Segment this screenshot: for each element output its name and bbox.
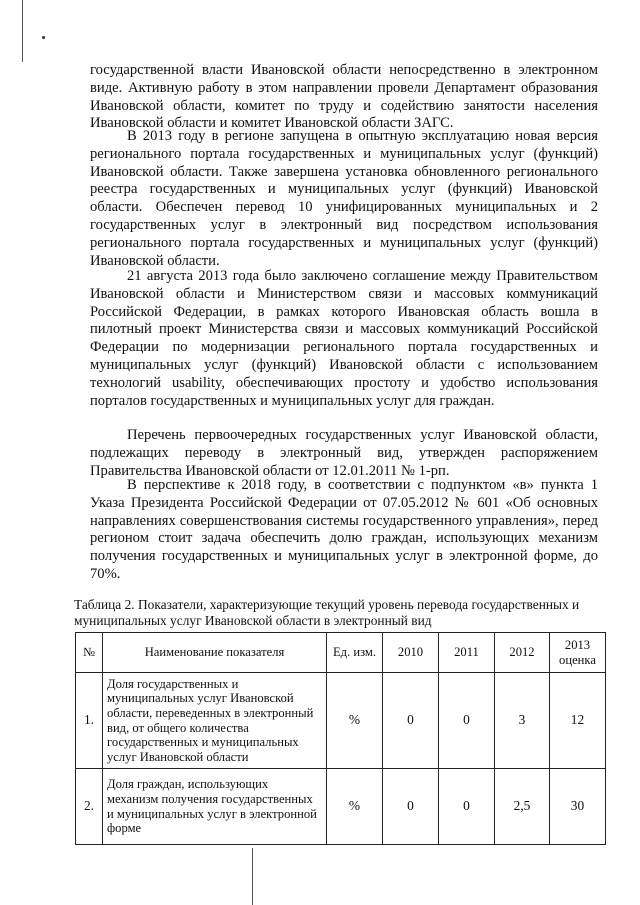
table-header-row: [76, 633, 606, 673]
header-name: Наименование показателя: [103, 633, 327, 673]
row-unit: %: [327, 673, 383, 769]
header-2010: 2010: [383, 633, 439, 673]
row-2011: 0: [439, 769, 495, 845]
table-row: [76, 769, 606, 845]
row-unit: %: [327, 769, 383, 845]
row-2010: 0: [383, 673, 439, 769]
header-num: №: [76, 633, 103, 673]
row-2013: 30: [550, 769, 606, 845]
scan-artifact-bottom-line: [252, 848, 253, 905]
row-2011: 0: [439, 673, 495, 769]
header-2011: 2011: [439, 633, 495, 673]
row-2010: 0: [383, 769, 439, 845]
scan-artifact-dot: [42, 36, 45, 39]
table-caption: Таблица 2. Показатели, характеризующие текущий уровень перевода государственных и муниципальных услуг Ивановской области в электронный вид: [74, 597, 580, 628]
indicators-table: [75, 632, 606, 845]
paragraph-priority-services: Перечень первоочередных государственных услуг Ивановской области, подлежащих переводу в электронный вид, утвержден распоряжением Правительства Ивановской области от 12.01.2011 № 1-рп.: [90, 427, 598, 479]
paragraph-intro-continued: государственной власти Ивановской области непосредственно в электронном виде. Активную работу в этом направлении провели Департамент образования Ивановской области, комитет по труду и содействию занятости населения Ивановской области и комитет Ивановской области ЗАГС.: [90, 62, 598, 132]
row-num: 2.: [76, 769, 103, 845]
paragraph-portal-2013: В 2013 году в регионе запущена в опытную эксплуатацию новая версия регионального портала государственных и муниципальных услуг (функций) Ивановской области. Также завершена установка обновленного регионального реестра государственных и муниципальных услуг (функций) Ивановской области. Обеспечен перевод 10 унифицированных муниципальных и 2 государственных услуг в электронный вид посредством использования регионального портала государственных и муниципальных услуг (функций) Ивановской области.: [90, 128, 598, 269]
scan-artifact-left-line: [22, 0, 23, 62]
row-2013: 12: [550, 673, 606, 769]
row-name: Доля государственных и муниципальных услуг Ивановской области, переведенных в электронный вид, от общего количества государственных и муниципальных услуг Ивановской области: [103, 673, 327, 769]
row-num: 1.: [76, 673, 103, 769]
table-row: [76, 673, 606, 769]
header-2013: 2013 оценка: [550, 633, 606, 673]
header-2012: 2012: [495, 633, 550, 673]
row-2012: 2,5: [495, 769, 550, 845]
row-2012: 3: [495, 673, 550, 769]
row-name: Доля граждан, использующих механизм получения государственных и муниципальных услуг в электронной форме: [103, 769, 327, 845]
header-unit: Ед. изм.: [327, 633, 383, 673]
paragraph-agreement: 21 августа 2013 года было заключено соглашение между Правительством Ивановской области и Министерством связи и массовых коммуникаций Российской Федерации, в рамках которого Ивановская область вошла в пилотный проект Министерства связи и массовых коммуникаций Российской Федерации по модернизации регионального портала государственных и муниципальных услуг (функций) Ивановской области с использованием технологий usability, обеспечивающих простоту и удобство использования порталов государственных и муниципальных услуг для граждан.: [90, 268, 598, 409]
paragraph-perspective-2018: В перспективе к 2018 году, в соответствии с подпунктом «в» пункта 1 Указа Президента Российской Федерации от 07.05.2012 № 601 «Об основных направлениях совершенствования системы государственного управления», перед регионом стоит задача обеспечить долю граждан, использующих механизм получения государственных и муниципальных услуг в электронной форме, до 70%.: [90, 477, 598, 582]
